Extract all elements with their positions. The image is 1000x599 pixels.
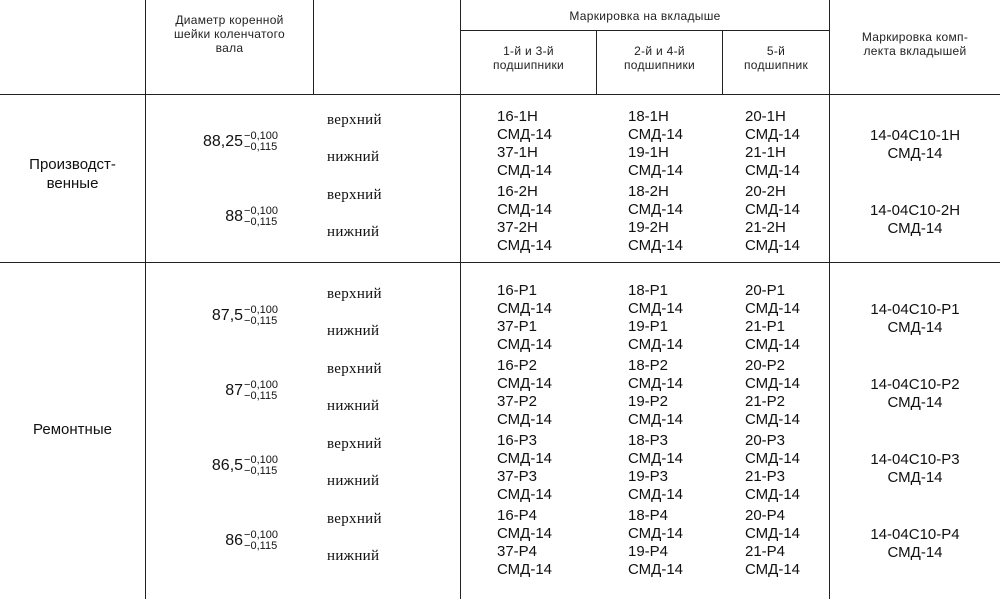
tolerance-lower: −0,115: [244, 390, 278, 402]
group-name-line: Производст-: [29, 156, 116, 173]
marking-grade: СМД-14: [497, 201, 552, 218]
position-upper: верхний: [327, 112, 382, 128]
marking-lower: 19-Р1: [628, 318, 669, 335]
header-bearings-2-4-line: 2-й и 4-й: [634, 44, 685, 58]
kit-marking-line: СМД-14: [887, 469, 943, 486]
journal-diameter: [212, 455, 278, 477]
marking-upper: 18-Р1: [628, 282, 669, 299]
marking-lower: 37-1Н: [497, 144, 538, 161]
marking-grade: СМД-14: [745, 237, 800, 254]
marking-grade: СМД-14: [745, 375, 800, 392]
marking-upper: 16-Р2: [497, 357, 538, 374]
marking-cell: [628, 108, 683, 180]
tolerance-upper: −0,100: [244, 205, 278, 217]
marking-cell: [497, 507, 552, 579]
marking-grade: СМД-14: [497, 336, 552, 353]
marking-grade: СМД-14: [628, 237, 683, 254]
diameter-value: 88,25: [203, 133, 244, 151]
kit-marking: [830, 202, 1000, 238]
header-bearings-1-3-line: подшипники: [492, 58, 565, 72]
header-marking-on-insert: Маркировка на вкладыше: [569, 9, 721, 23]
tolerance-upper: −0,100: [244, 130, 278, 142]
marking-upper: 16-1Н: [497, 108, 538, 125]
marking-upper: 18-2Н: [628, 183, 669, 200]
tolerance-lower: −0,115: [244, 465, 278, 477]
position-lower: нижний: [327, 323, 380, 339]
kit-marking-line: 14-04С10-2Н: [869, 202, 961, 219]
marking-upper: 18-1Н: [628, 108, 669, 125]
marking-lower: 21-1Н: [745, 144, 786, 161]
diameter-tolerance: [244, 131, 278, 153]
marking-cell: [745, 432, 800, 504]
diameter-value: 86,5: [211, 457, 244, 475]
marking-upper: 18-Р3: [628, 432, 669, 449]
col-divider-3: [460, 0, 461, 599]
position-lower: нижний: [327, 473, 380, 489]
marking-grade: СМД-14: [745, 336, 800, 353]
diameter-tolerance: [244, 206, 278, 228]
marking-cell: [497, 183, 552, 255]
journal-diameter: [203, 131, 278, 153]
marking-cell: [745, 507, 800, 579]
tolerance-lower: −0,115: [244, 540, 278, 552]
journal-diameter: [225, 206, 278, 228]
marking-grade: СМД-14: [745, 486, 800, 503]
marking-upper: 20-Р3: [745, 432, 786, 449]
kit-marking: [830, 127, 1000, 163]
marking-upper: 16-Р1: [497, 282, 538, 299]
kit-marking: [830, 526, 1000, 562]
group-divider-rule: [0, 262, 1000, 263]
kit-marking-line: 14-04С10-1Н: [869, 127, 961, 144]
marking-upper: 20-1Н: [745, 108, 786, 125]
marking-grade: СМД-14: [497, 561, 552, 578]
header-bottom-rule: [0, 94, 1000, 95]
marking-grade: СМД-14: [497, 411, 552, 428]
marking-grade: СМД-14: [745, 411, 800, 428]
kit-marking: [830, 451, 1000, 487]
marking-lower: 21-Р4: [745, 543, 786, 560]
marking-grade: СМД-14: [497, 300, 552, 317]
marking-header-rule: [460, 30, 829, 31]
group-name: [0, 155, 145, 193]
marking-lower: 19-Р2: [628, 393, 669, 410]
header-diameter: [146, 13, 313, 55]
kit-marking-line: СМД-14: [887, 394, 943, 411]
diameter-value: 88: [225, 208, 244, 226]
marking-upper: 18-Р4: [628, 507, 669, 524]
kit-marking-line: 14-04С10-Р3: [870, 451, 960, 468]
diameter-value: 87: [225, 382, 244, 400]
marking-lower: 19-1Н: [628, 144, 669, 161]
marking-upper: 20-Р2: [745, 357, 786, 374]
marking-cell: [745, 183, 800, 255]
marking-cell: [745, 108, 800, 180]
marking-lower: 19-Р4: [628, 543, 669, 560]
position-lower: нижний: [327, 398, 380, 414]
marking-grade: СМД-14: [628, 375, 683, 392]
diameter-value: 87,5: [211, 307, 244, 325]
marking-lower: 37-Р1: [497, 318, 538, 335]
marking-cell: [628, 432, 683, 504]
header-diameter-line: вала: [215, 41, 244, 55]
position-lower: нижний: [327, 548, 380, 564]
marking-grade: СМД-14: [628, 201, 683, 218]
journal-diameter: [225, 530, 278, 552]
marking-lower: 37-2Н: [497, 219, 538, 236]
marking-upper: 20-Р4: [745, 507, 786, 524]
marking-grade: СМД-14: [628, 525, 683, 542]
tolerance-lower: −0,115: [244, 315, 278, 327]
tolerance-upper: −0,100: [244, 379, 278, 391]
marking-cell: [745, 282, 800, 354]
marking-grade: СМД-14: [628, 486, 683, 503]
position-upper: верхний: [327, 187, 382, 203]
tolerance-upper: −0,100: [244, 529, 278, 541]
kit-marking: [830, 376, 1000, 412]
header-bearing-5-line: подшипник: [743, 58, 809, 72]
marking-grade: СМД-14: [628, 561, 683, 578]
marking-cell: [497, 108, 552, 180]
diameter-tolerance: [244, 530, 278, 552]
kit-marking-line: СМД-14: [887, 145, 943, 162]
kit-marking-line: 14-04С10-Р1: [870, 301, 960, 318]
marking-lower: 21-2Н: [745, 219, 786, 236]
group-name-line: венные: [46, 175, 99, 192]
header-bearings-1-3: [461, 44, 596, 72]
kit-marking-line: СМД-14: [887, 544, 943, 561]
journal-diameter: [212, 305, 278, 327]
tolerance-lower: −0,115: [244, 216, 278, 228]
marking-lower: 37-Р3: [497, 468, 538, 485]
journal-diameter: [225, 380, 278, 402]
marking-grade: СМД-14: [628, 336, 683, 353]
diameter-tolerance: [244, 455, 278, 477]
marking-cell: [628, 507, 683, 579]
marking-cell: [497, 432, 552, 504]
kit-marking-line: СМД-14: [887, 220, 943, 237]
tolerance-lower: −0,115: [244, 141, 278, 153]
marking-grade: СМД-14: [497, 375, 552, 392]
marking-cell: [628, 282, 683, 354]
marking-grade: СМД-14: [628, 411, 683, 428]
marking-cell: [628, 357, 683, 429]
position-lower: нижний: [327, 224, 380, 240]
marking-cell: [497, 357, 552, 429]
diameter-value: 86: [225, 532, 244, 550]
marking-grade: СМД-14: [628, 126, 683, 143]
marking-lower: 37-Р4: [497, 543, 538, 560]
position-upper: верхний: [327, 436, 382, 452]
marking-grade: СМД-14: [745, 525, 800, 542]
col-divider-1: [145, 0, 146, 599]
marking-grade: СМД-14: [745, 300, 800, 317]
marking-grade: СМД-14: [745, 201, 800, 218]
marking-grade: СМД-14: [497, 486, 552, 503]
header-bearing-5-line: 5-й: [766, 44, 786, 58]
tolerance-upper: −0,100: [244, 304, 278, 316]
header-bearing-5: [723, 44, 829, 72]
marking-grade: СМД-14: [497, 126, 552, 143]
marking-grade: СМД-14: [628, 450, 683, 467]
diameter-tolerance: [244, 305, 278, 327]
marking-upper: 20-Р1: [745, 282, 786, 299]
marking-grade: СМД-14: [745, 126, 800, 143]
kit-marking-line: СМД-14: [887, 319, 943, 336]
marking-grade: СМД-14: [628, 300, 683, 317]
marking-lower: 21-Р2: [745, 393, 786, 410]
header-bearings-1-3-line: 1-й и 3-й: [503, 44, 554, 58]
col-divider-6: [829, 0, 830, 599]
marking-upper: 18-Р2: [628, 357, 669, 374]
marking-lower: 19-Р3: [628, 468, 669, 485]
position-lower: нижний: [327, 149, 380, 165]
header-diameter-line: шейки коленчатого: [174, 27, 285, 41]
kit-marking-line: 14-04С10-Р4: [870, 526, 960, 543]
marking-grade: СМД-14: [745, 561, 800, 578]
marking-cell: [497, 282, 552, 354]
marking-upper: 16-2Н: [497, 183, 538, 200]
group-name: [0, 420, 145, 439]
kit-marking-line: 14-04С10-Р2: [870, 376, 960, 393]
marking-grade: СМД-14: [497, 525, 552, 542]
marking-lower: 19-2Н: [628, 219, 669, 236]
marking-upper: 16-Р3: [497, 432, 538, 449]
marking-lower: 37-Р2: [497, 393, 538, 410]
marking-grade: СМД-14: [497, 450, 552, 467]
diameter-tolerance: [244, 380, 278, 402]
marking-cell: [745, 357, 800, 429]
marking-grade: СМД-14: [497, 162, 552, 179]
header-bearings-2-4-line: подшипники: [623, 58, 696, 72]
marking-upper: 16-Р4: [497, 507, 538, 524]
position-upper: верхний: [327, 511, 382, 527]
header-diameter-line: Диаметр коренной: [175, 13, 284, 27]
position-upper: верхний: [327, 361, 382, 377]
marking-grade: СМД-14: [745, 450, 800, 467]
marking-lower: 21-Р3: [745, 468, 786, 485]
marking-grade: СМД-14: [745, 162, 800, 179]
group-name-line: Ремонтные: [33, 421, 112, 438]
col-divider-2: [313, 0, 314, 94]
header-kit-marking: [830, 30, 1000, 58]
marking-lower: 21-Р1: [745, 318, 786, 335]
marking-grade: СМД-14: [628, 162, 683, 179]
header-kit-line: Маркировка комп-: [861, 30, 969, 44]
marking-cell: [628, 183, 683, 255]
tolerance-upper: −0,100: [244, 454, 278, 466]
header-kit-line: лекта вкладышей: [863, 44, 967, 58]
position-upper: верхний: [327, 286, 382, 302]
marking-grade: СМД-14: [497, 237, 552, 254]
marking-upper: 20-2Н: [745, 183, 786, 200]
header-bearings-2-4: [597, 44, 722, 72]
kit-marking: [830, 301, 1000, 337]
